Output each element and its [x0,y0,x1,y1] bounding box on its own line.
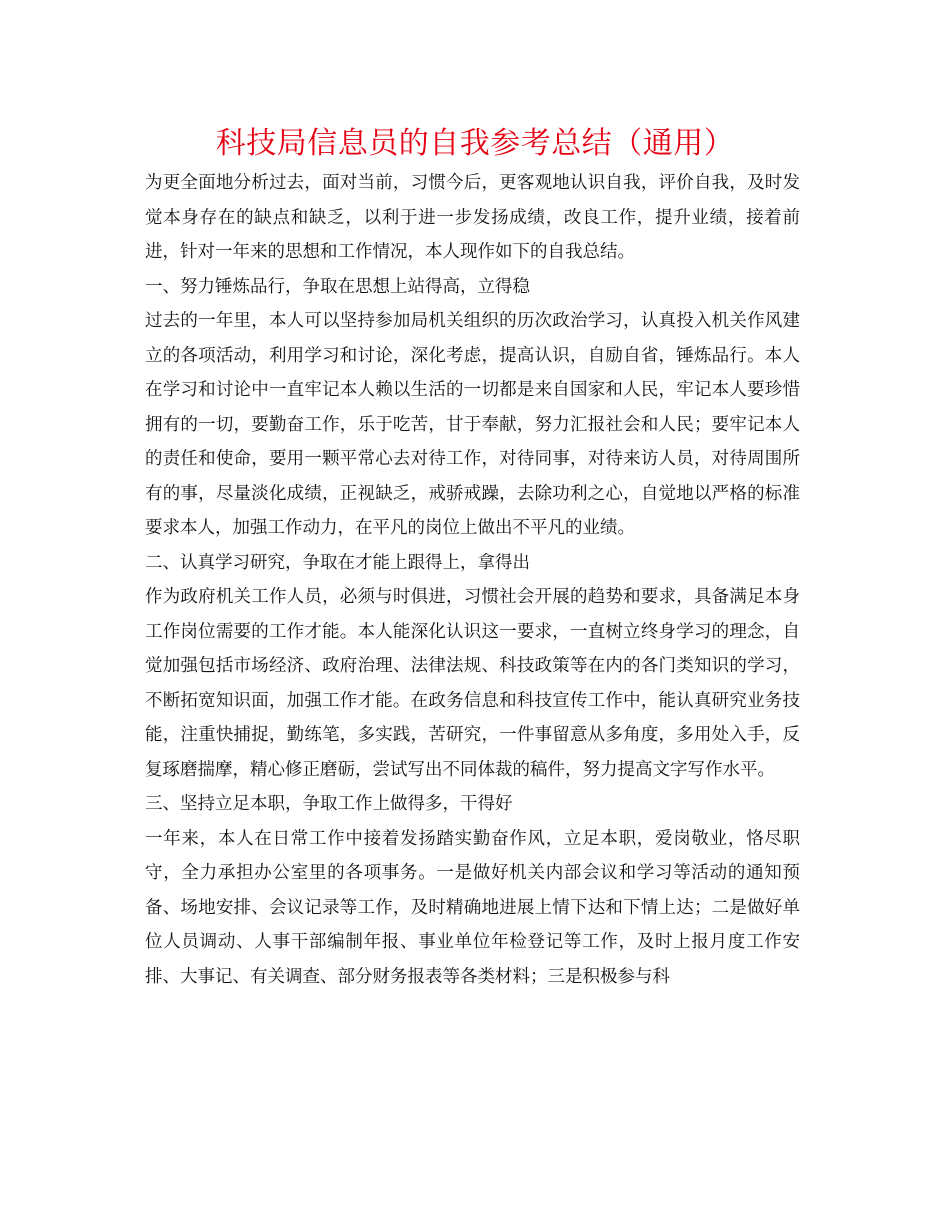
section-heading-1: 一、努力锤炼品行，争取在思想上站得高，立得稳 [145,276,530,297]
section-paragraph-3: 一年来，本人在日常工作中接着发扬踏实勤奋作风，立足本职，爱岗敬业，恪尽职守，全力承担办公室里的各项事务。一是做好机关内部会议和学习等活动的通知预备、场地安排、会议记录等工作，及时精确地进展上情下达和下情上达；二是做好单位人员调动、人事干部编制年报、事业单位年检登记等工作，及时上报月度工作安排、大事记、有关调查、部分财务报表等各类材料；三是积极参与科 [145,828,800,987]
section-heading-2: 二、认真学习研究，争取在才能上跟得上，拿得出 [145,552,530,573]
document-body [145,166,800,994]
section-heading-3: 三、坚持立足本职，争取工作上做得多，干得好 [145,794,513,814]
document-title: 科技局信息员的自我参考总结（通用） [215,126,735,161]
intro-paragraph: 为更全面地分析过去，面对当前，习惯今后，更客观地认识自我，评价自我，及时发觉本身存在的缺点和缺乏，以利于进一步发扬成绩，改良工作，提升业绩，接着前进，针对一年来的思想和工作情况，本人现作如下的自我总结。 [145,173,800,262]
section-paragraph-2: 作为政府机关工作人员，必须与时俱进，习惯社会开展的趋势和要求，具备满足本身工作岗位需要的工作才能。本人能深化认识这一要求，一直树立终身学习的理念，自觉加强包括市场经济、政府治理、法律法规、科技政策等在内的各门类知识的学习，不断拓宽知识面，加强工作才能。在政务信息和科技宣传工作中，能认真研究业务技能，注重快捕捉，勤练笔，多实践，苦研究，一件事留意从多角度，多用处入手，反复琢磨揣摩，精心修正磨砺，尝试写出不同体裁的稿件，努力提高文字写作水平。 [145,587,800,780]
section-paragraph-1: 过去的一年里，本人可以坚持参加局机关组织的历次政治学习，认真投入机关作风建立的各项活动，利用学习和讨论，深化考虑，提高认识，自励自省，锤炼品行。本人在学习和讨论中一直牢记本人赖以生活的一切都是来自国家和人民，牢记本人要珍惜拥有的一切，要勤奋工作，乐于吃苦，甘于奉献，努力汇报社会和人民；要牢记本人的责任和使命，要用一颗平常心去对待工作，对待同事，对待来访人员，对待周围所有的事，尽量淡化成绩，正视缺乏，戒骄戒躁，去除功利之心，自觉地以严格的标准要求本人，加强工作动力，在平凡的岗位上做出不平凡的业绩。 [145,311,800,538]
